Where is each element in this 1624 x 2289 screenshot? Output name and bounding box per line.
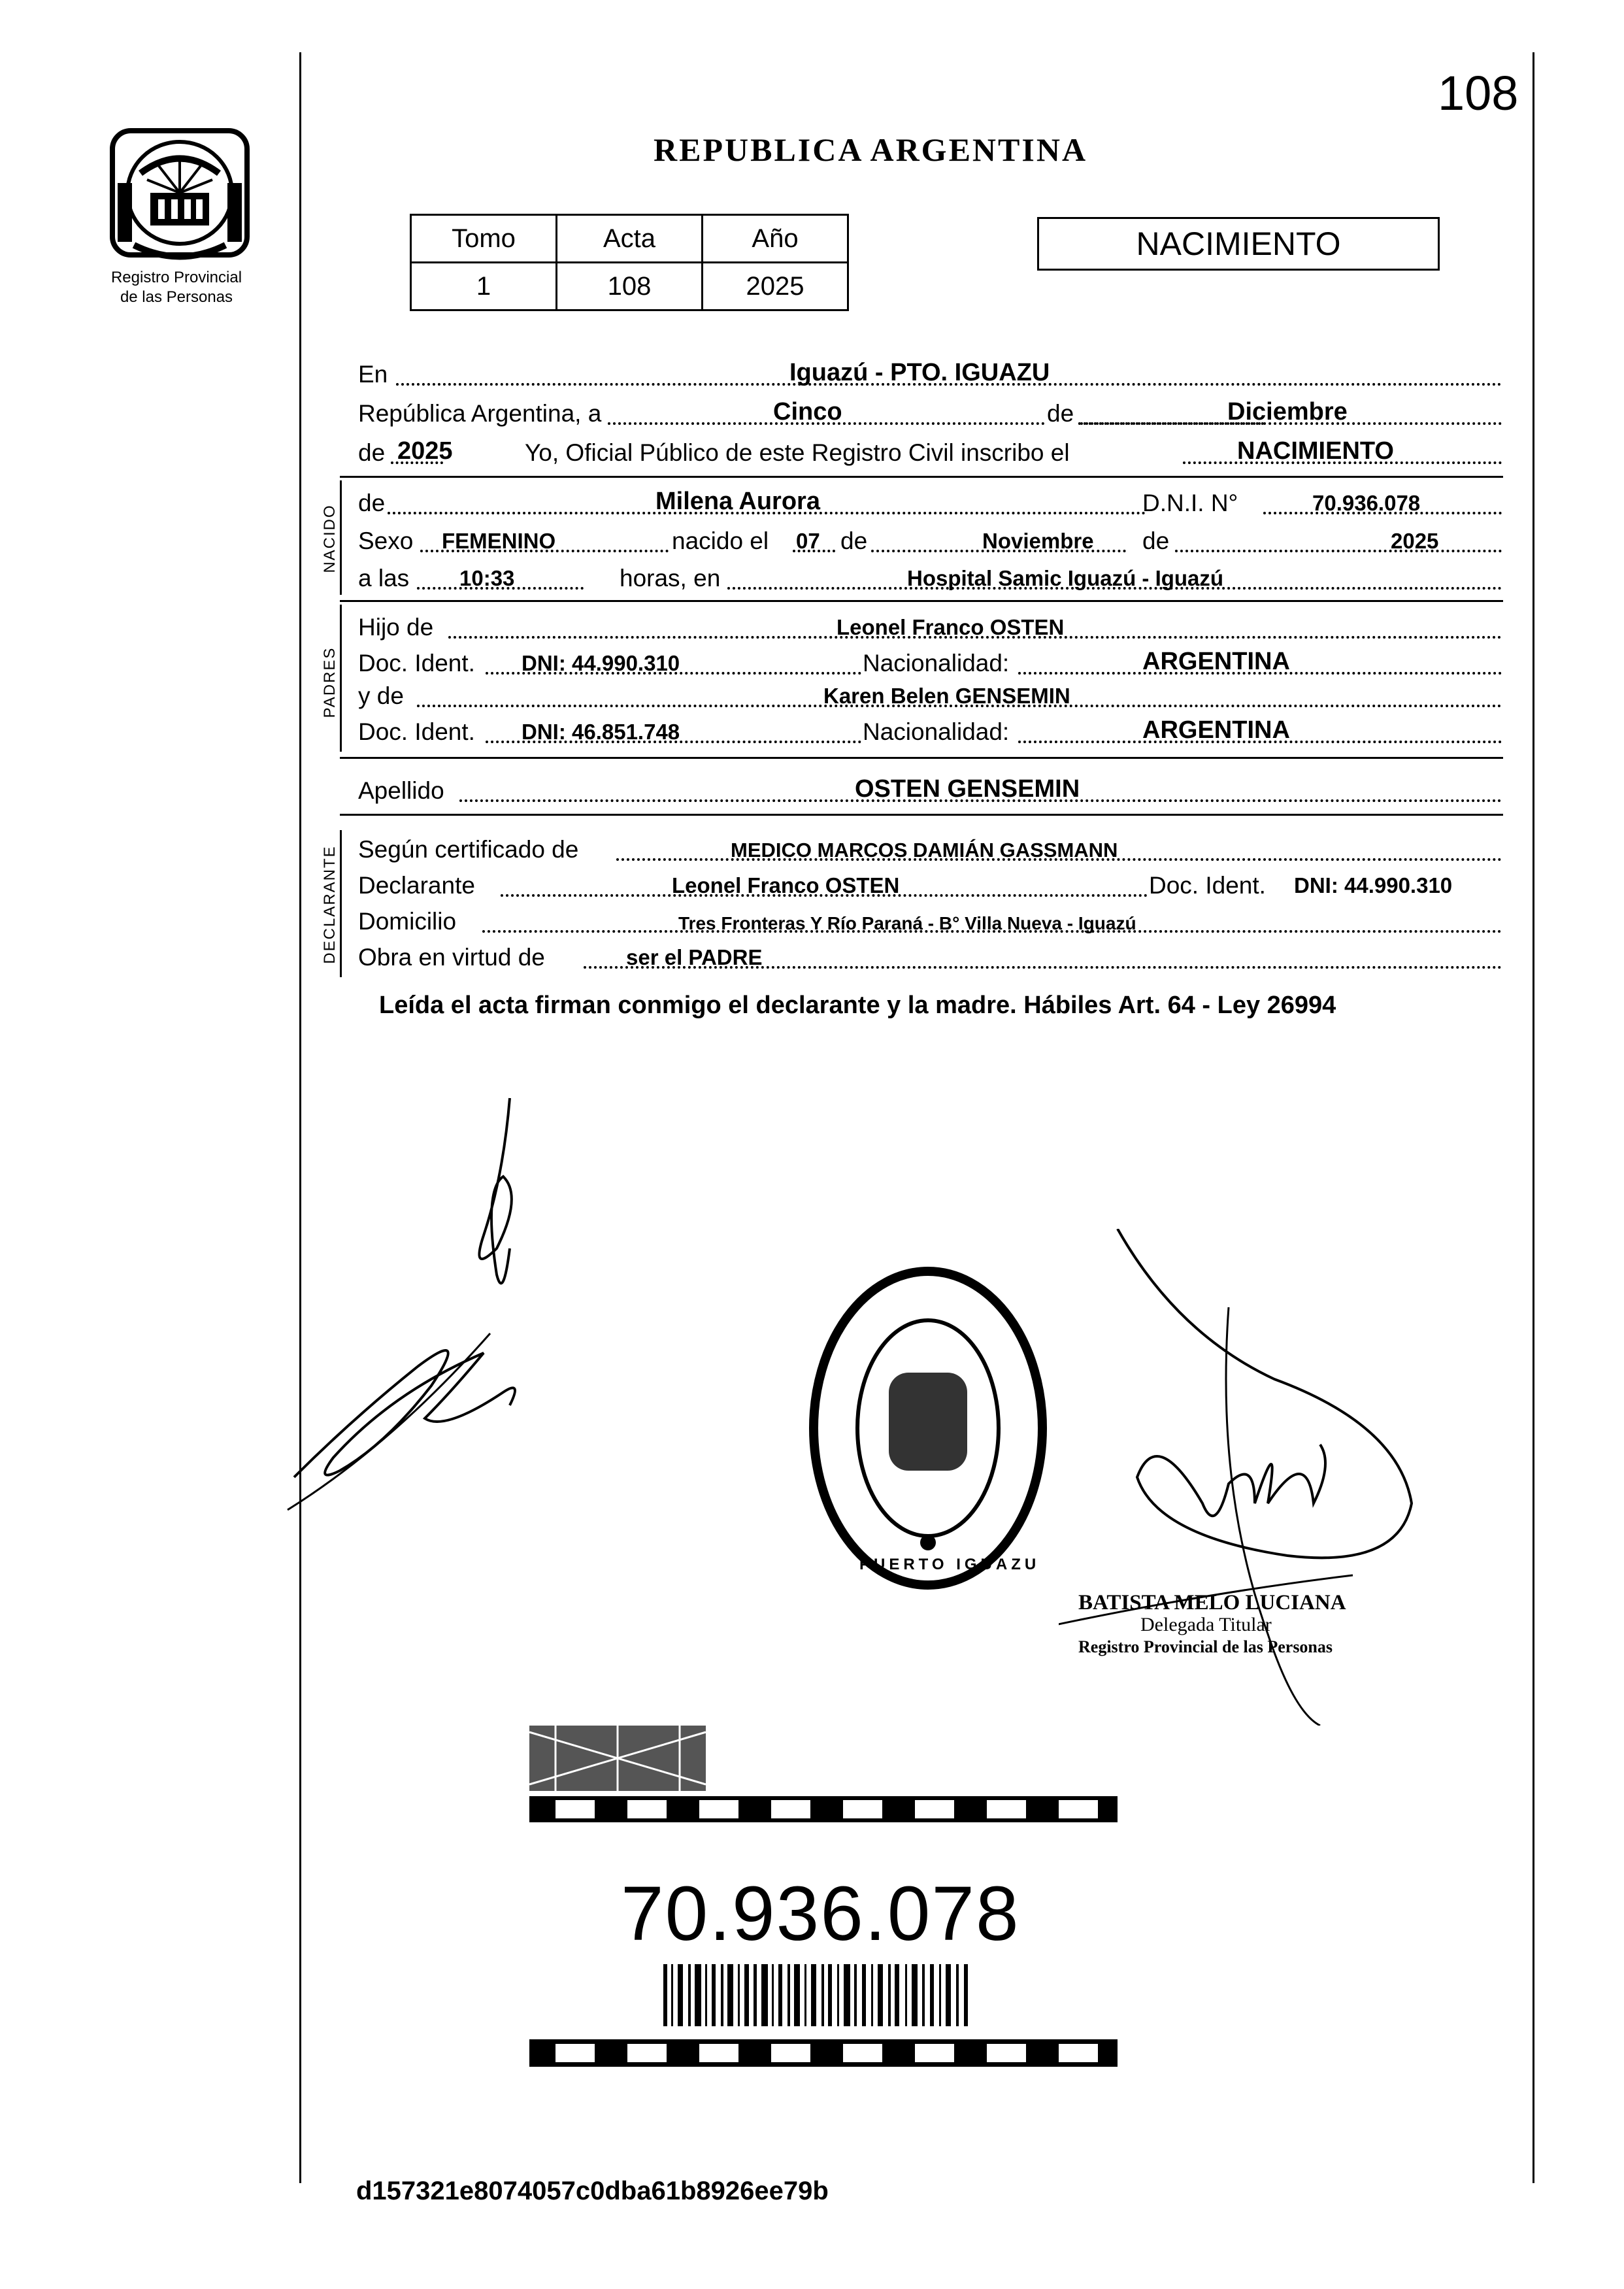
acta-value: 108	[557, 263, 703, 310]
row-mother: y de Karen Belen GENSEMIN	[358, 680, 1502, 711]
place-value: Iguazú - PTO. IGUAZU	[789, 359, 1050, 386]
officer-role: Delegada Titular	[1140, 1614, 1272, 1635]
divider	[340, 757, 1503, 759]
officer-block	[1078, 1592, 1346, 1658]
section-declarante-label: DECLARANTE	[321, 845, 339, 964]
mother-nationality: ARGENTINA	[1142, 716, 1290, 744]
birth-day: 07	[796, 529, 820, 553]
section-bar	[340, 480, 342, 595]
barcode-number: 70.936.078	[621, 1871, 1020, 1957]
child-dni: 70.936.078	[1312, 491, 1421, 515]
anio-value: 2025	[703, 263, 848, 310]
certificate-value: MEDICO MARCOS DAMIÁN GASSMANN	[731, 839, 1118, 861]
section-bar	[340, 830, 342, 977]
row-surname: Apellido OSTEN GENSEMIN	[358, 775, 1502, 806]
row-certificate: Según certificado de MEDICO MARCOS DAMIÁN GASSMANN	[358, 833, 1502, 865]
row-father-doc: Doc. Ident. DNI: 44.990.310 Nacionalidad: ARGENTINA	[358, 647, 1502, 678]
child-sex: FEMENINO	[442, 529, 556, 553]
row-declarant: Declarante Leonel Franco OSTEN Doc. Ident. DNI: 44.990.310	[358, 872, 1453, 899]
birth-time: 10:33	[459, 566, 515, 590]
address-value: Tres Fronteras Y Río Paraná - B° Villa Nueva - Iguazú	[678, 913, 1136, 933]
right-margin-line	[1533, 52, 1534, 2183]
registry-label: Registro Provincial de las Personas	[110, 269, 242, 306]
row-time-place: a las 10:33 horas, en Hospital Samic Iguazú - Iguazú	[358, 562, 1502, 593]
birth-month: Noviembre	[982, 529, 1094, 553]
tomo-header: Tomo	[411, 215, 557, 263]
section-bar	[340, 605, 342, 752]
officer-office: Registro Provincial de las Personas	[1078, 1637, 1333, 1656]
row-place	[358, 358, 1502, 390]
official-stamp-icon	[804, 1261, 1052, 1595]
father-name: Leonel Franco OSTEN	[837, 615, 1065, 639]
divider	[340, 476, 1503, 478]
act-type-box: NACIMIENTO	[1037, 217, 1440, 271]
en-label: En	[358, 361, 388, 388]
barcode-icon	[663, 1964, 970, 2026]
row-child-name: de Milena Aurora D.N.I. N° 70.936.078	[358, 487, 1502, 518]
anio-header: Año	[703, 215, 848, 263]
act-value: NACIMIENTO	[1237, 437, 1394, 465]
year-value: 2025	[397, 437, 453, 465]
security-strip-icon	[529, 2039, 1118, 2069]
document-hash: d157321e8074057c0dba61b8926ee79b	[356, 2177, 829, 2205]
mother-doc: DNI: 46.851.748	[522, 720, 680, 744]
signature-declarant	[274, 1078, 601, 1549]
month-value: Diciembre	[1227, 398, 1348, 426]
province-seal-icon	[98, 111, 261, 268]
mother-name: Karen Belen GENSEMIN	[823, 684, 1070, 708]
security-hologram-icon	[529, 1726, 1118, 1824]
row-registry: de 2025 Yo, Oficial Público de este Registro Civil inscribo el NACIMIENTO	[358, 437, 1502, 468]
legal-note: Leída el acta firman conmigo el declarante y la madre. Hábiles Art. 64 - Ley 26994	[379, 992, 1336, 1019]
section-padres-label: PADRES	[321, 646, 339, 718]
row-address: Domicilio Tres Fronteras Y Río Paraná - B° Villa Nueva - Iguazú	[358, 905, 1502, 937]
tomo-value: 1	[411, 263, 557, 310]
father-doc: DNI: 44.990.310	[522, 651, 680, 675]
surname-value: OSTEN GENSEMIN	[855, 775, 1080, 803]
declarant-name: Leonel Franco OSTEN	[672, 873, 900, 897]
row-sex-birth: Sexo FEMENINO nacido el 07 de Noviembre de 2025	[358, 525, 1502, 556]
birth-year: 2025	[1391, 529, 1439, 553]
divider	[340, 814, 1503, 816]
stamp-inner-text: PUERTO IGUAZU	[859, 1556, 1040, 1573]
birth-place: Hospital Samic Iguazú - Iguazú	[907, 566, 1224, 590]
record-table	[410, 214, 849, 311]
divider	[340, 600, 1503, 602]
section-nacido-label: NACIDO	[321, 504, 339, 573]
declarant-doc: DNI: 44.990.310	[1294, 873, 1453, 897]
row-father: Hijo de Leonel Franco OSTEN	[358, 611, 1502, 643]
acta-header: Acta	[557, 215, 703, 263]
page-number: 108	[1438, 66, 1519, 120]
row-capacity: Obra en virtud de ser el PADRE	[358, 941, 1502, 973]
capacity-value: ser el PADRE	[626, 945, 763, 969]
officer-name: BATISTA MELO LUCIANA	[1078, 1591, 1346, 1614]
father-nationality: ARGENTINA	[1142, 648, 1290, 675]
document-title: REPUBLICA ARGENTINA	[654, 131, 1088, 168]
row-mother-doc: Doc. Ident. DNI: 46.851.748 Nacionalidad: ARGENTINA	[358, 716, 1502, 747]
day-value: Cinco	[773, 398, 842, 426]
row-date: República Argentina, a Cinco de Diciembre	[358, 397, 1502, 429]
child-name: Milena Aurora	[655, 488, 820, 515]
